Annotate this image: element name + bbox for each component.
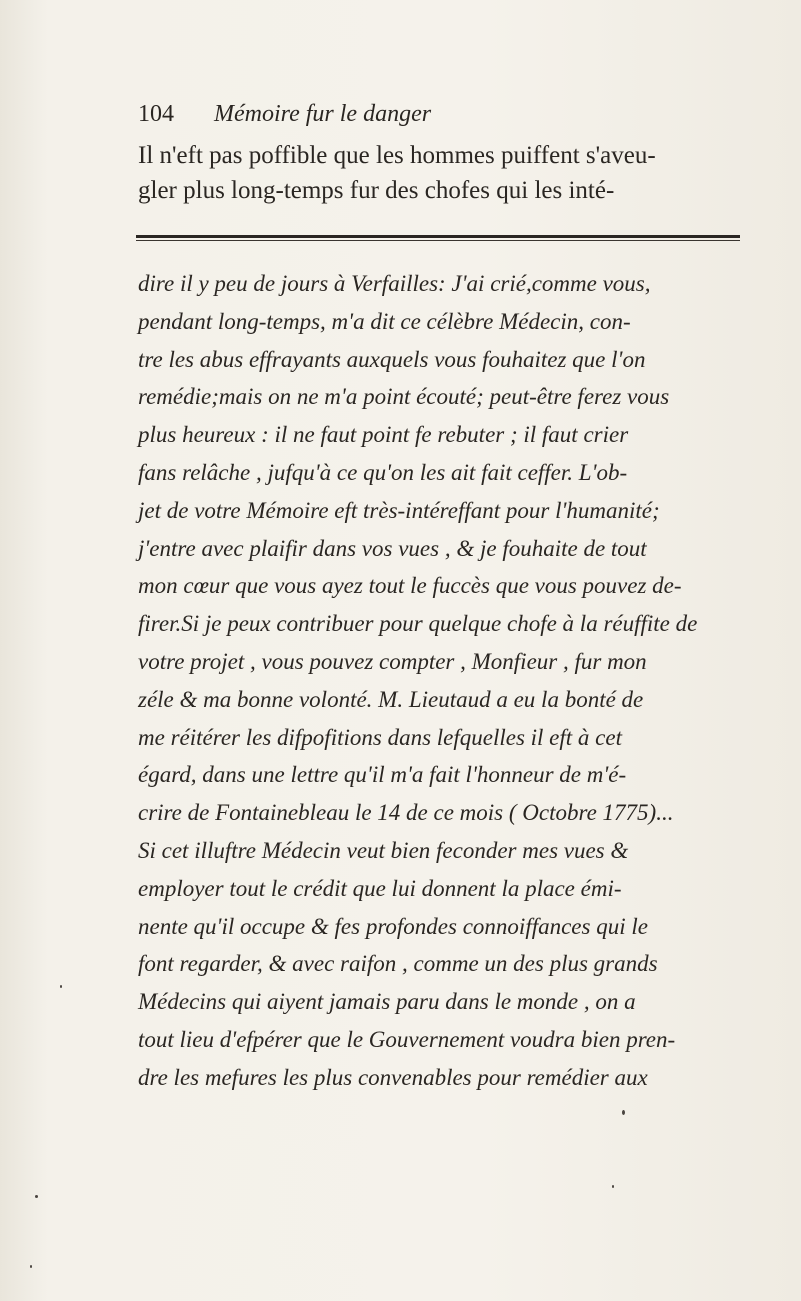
page-number: 104 (138, 101, 174, 127)
footnote-line: fans relâche , jufqu'à ce qu'on les ait fait ceffer. L'ob- (138, 459, 628, 485)
footnote-line: dire il y peu de jours à Verfailles: J'ai crié,comme vous, (138, 271, 651, 296)
paper-speck (30, 1265, 32, 1268)
footnote-line: plus heureux : il ne faut point fe rebuter ; il faut crier (138, 422, 629, 448)
footnote-line: employer tout le crédit que lui donnent la place émi- (138, 875, 622, 901)
main-text-line: Il n'eft pas poffible que les hommes puiffent s'aveu- (138, 142, 656, 169)
footnote-separator-rule-thin (136, 240, 740, 241)
footnote-line: égard, dans une lettre qu'il m'a fait l'honneur de m'é- (138, 762, 627, 788)
footnote-line: remédie;mais on ne m'a point écouté; peut-être ferez vous (138, 384, 670, 410)
footnote-line: tre les abus effrayants auxquels vous fouhaitez que l'on (138, 346, 646, 372)
footnote-line: mon cœur que vous ayez tout le fuccès que vous pouvez de- (138, 573, 682, 599)
paper-speck (60, 985, 62, 988)
running-head (138, 98, 738, 130)
footnote-text (138, 265, 750, 1097)
footnote-line: dre les mefures les plus convenables pour remédier aux (138, 1064, 648, 1090)
footnote-separator-rule (136, 235, 740, 238)
running-title: Mémoire fur le danger (214, 101, 432, 127)
paper-speck (35, 1195, 38, 1198)
footnote-line: tout lieu d'efpérer que le Gouvernement voudra bien pren- (138, 1026, 676, 1052)
footnote-line: Médecins qui aiyent jamais paru dans le monde , on a (138, 989, 636, 1015)
footnote-line: Si cet illuftre Médecin veut bien feconder mes vues & (138, 837, 629, 863)
paper-speck (622, 1110, 625, 1115)
footnote-line: pendant long-temps, m'a dit ce célèbre Médecin, con- (138, 308, 631, 334)
footnote-line: crire de Fontainebleau le 14 de ce mois ( Octobre 1775)... (138, 800, 674, 826)
footnote-line: jet de votre Mémoire eft très-intéreffant pour l'humanité; (138, 497, 660, 523)
footnote-line: firer.Si je peux contribuer pour quelque chofe à la réuffite de (138, 611, 698, 637)
main-text (138, 138, 738, 208)
main-text-line: gler plus long-temps fur des chofes qui les inté- (138, 177, 615, 204)
footnote-line: j'entre avec plaifir dans vos vues , & je fouhaite de tout (138, 535, 647, 561)
footnote-line: votre projet , vous pouvez compter , Monfieur , fur mon (138, 648, 647, 674)
footnote-line: font regarder, & avec raifon , comme un des plus grands (138, 951, 658, 977)
footnote-line: zéle & ma bonne volonté. M. Lieutaud a eu la bonté de (138, 686, 644, 712)
paper-speck (612, 1185, 614, 1188)
footnote-line: me réitérer les difpofitions dans lefquelles il eft à cet (138, 724, 622, 750)
footnote-line: nente qu'il occupe & fes profondes connoiffances qui le (138, 913, 648, 939)
